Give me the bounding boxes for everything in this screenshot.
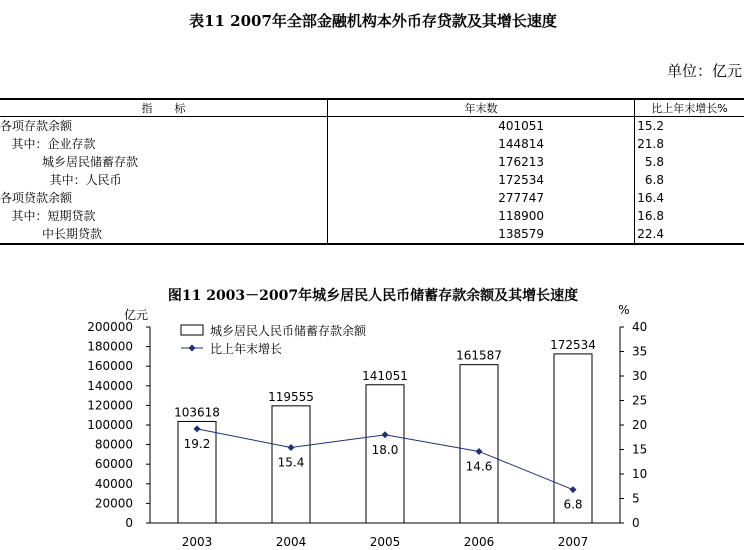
row-name: 中长期贷款 [0, 225, 328, 244]
row-value: 176213 [328, 153, 635, 171]
row-growth: 15.2 [635, 117, 745, 136]
row-growth: 6.8 [635, 171, 745, 189]
x-tick-label: 2006 [463, 535, 495, 549]
left-tick-label: 140000 [87, 378, 133, 393]
statistics-table [0, 98, 744, 245]
bar-value-label: 161587 [456, 348, 502, 363]
left-axis-unit: 亿元 [123, 308, 149, 322]
table-row [0, 225, 744, 244]
right-tick-label: 0 [632, 516, 640, 530]
table-header-row [0, 99, 744, 117]
left-tick-label: 200000 [87, 320, 133, 334]
table-row [0, 171, 744, 189]
right-tick-label: 35 [632, 344, 648, 359]
header-growth: 比上年末增长% [635, 99, 745, 117]
bar-value-label: 141051 [362, 368, 408, 383]
row-growth: 22.4 [635, 225, 745, 244]
growth-value-label: 14.6 [465, 459, 493, 474]
growth-value-label: 19.2 [183, 436, 211, 451]
right-tick-label: 20 [632, 418, 648, 432]
x-tick-label: 2007 [557, 535, 589, 549]
row-value: 144814 [328, 135, 635, 153]
growth-value-label: 15.4 [277, 455, 305, 470]
chart-legend [181, 323, 367, 356]
row-growth: 16.8 [635, 207, 745, 225]
right-tick-label: 5 [632, 491, 640, 506]
left-tick-label: 180000 [87, 339, 133, 354]
left-tick-label: 100000 [87, 418, 133, 432]
left-tick-label: 80000 [94, 437, 133, 452]
right-tick-label: 15 [632, 442, 648, 457]
row-value: 138579 [328, 225, 635, 244]
table-title: 表11 2007年全部金融机构本外币存贷款及其增长速度 [189, 12, 557, 30]
left-tick-label: 0 [125, 516, 133, 530]
row-value: 172534 [328, 171, 635, 189]
growth-value-label: 6.8 [563, 497, 583, 512]
legend-line-label: 比上年末增长 [210, 342, 283, 356]
row-value: 277747 [328, 189, 635, 207]
legend-bar-label: 城乡居民人民币储蓄存款余额 [210, 324, 367, 338]
legend-bar-swatch [181, 325, 203, 335]
row-name: 其中：短期贷款 [0, 209, 96, 223]
bar-value-label: 119555 [268, 389, 314, 404]
x-tick-label: 2004 [275, 535, 307, 549]
unit-label: 单位：亿元 [666, 62, 742, 80]
bar-value-label: 172534 [550, 337, 596, 352]
row-value: 401051 [328, 117, 635, 136]
growth-value-label: 18.0 [371, 442, 399, 457]
row-name: 其中：人民币 [0, 173, 122, 187]
row-growth: 21.8 [635, 135, 745, 153]
table-row [0, 153, 744, 171]
row-growth: 5.8 [635, 153, 745, 171]
row-growth: 16.4 [635, 189, 745, 207]
header-year-end: 年末数 [328, 99, 635, 117]
row-name: 城乡居民储蓄存款 [0, 155, 138, 169]
left-tick-label: 40000 [94, 476, 133, 491]
left-tick-label: 160000 [87, 359, 133, 374]
table-row [0, 207, 744, 225]
right-tick-label: 40 [632, 320, 648, 334]
table-row [0, 135, 744, 153]
deposit-chart [0, 300, 746, 550]
header-indicator: 指 标 [0, 99, 328, 117]
right-axis-unit: % [618, 303, 630, 317]
right-tick-label: 30 [632, 369, 648, 383]
table-row [0, 117, 744, 136]
row-value: 118900 [328, 207, 635, 225]
x-tick-label: 2003 [181, 535, 213, 549]
row-name: 各项存款余额 [0, 119, 73, 133]
right-tick-label: 25 [632, 393, 648, 408]
bar [460, 365, 498, 523]
legend-line-marker [189, 345, 196, 352]
x-tick-label: 2005 [369, 535, 401, 549]
chart-title: 图11 2003－2007年城乡居民人民币储蓄存款余额及其增长速度 [167, 288, 579, 304]
table-row [0, 189, 744, 207]
left-tick-label: 120000 [87, 398, 133, 413]
left-tick-label: 20000 [94, 496, 133, 511]
row-name: 各项贷款余额 [0, 191, 73, 205]
right-tick-label: 10 [632, 467, 648, 481]
bar-value-label: 103618 [174, 405, 220, 420]
left-tick-label: 60000 [94, 457, 133, 472]
row-name: 其中：企业存款 [0, 137, 96, 151]
